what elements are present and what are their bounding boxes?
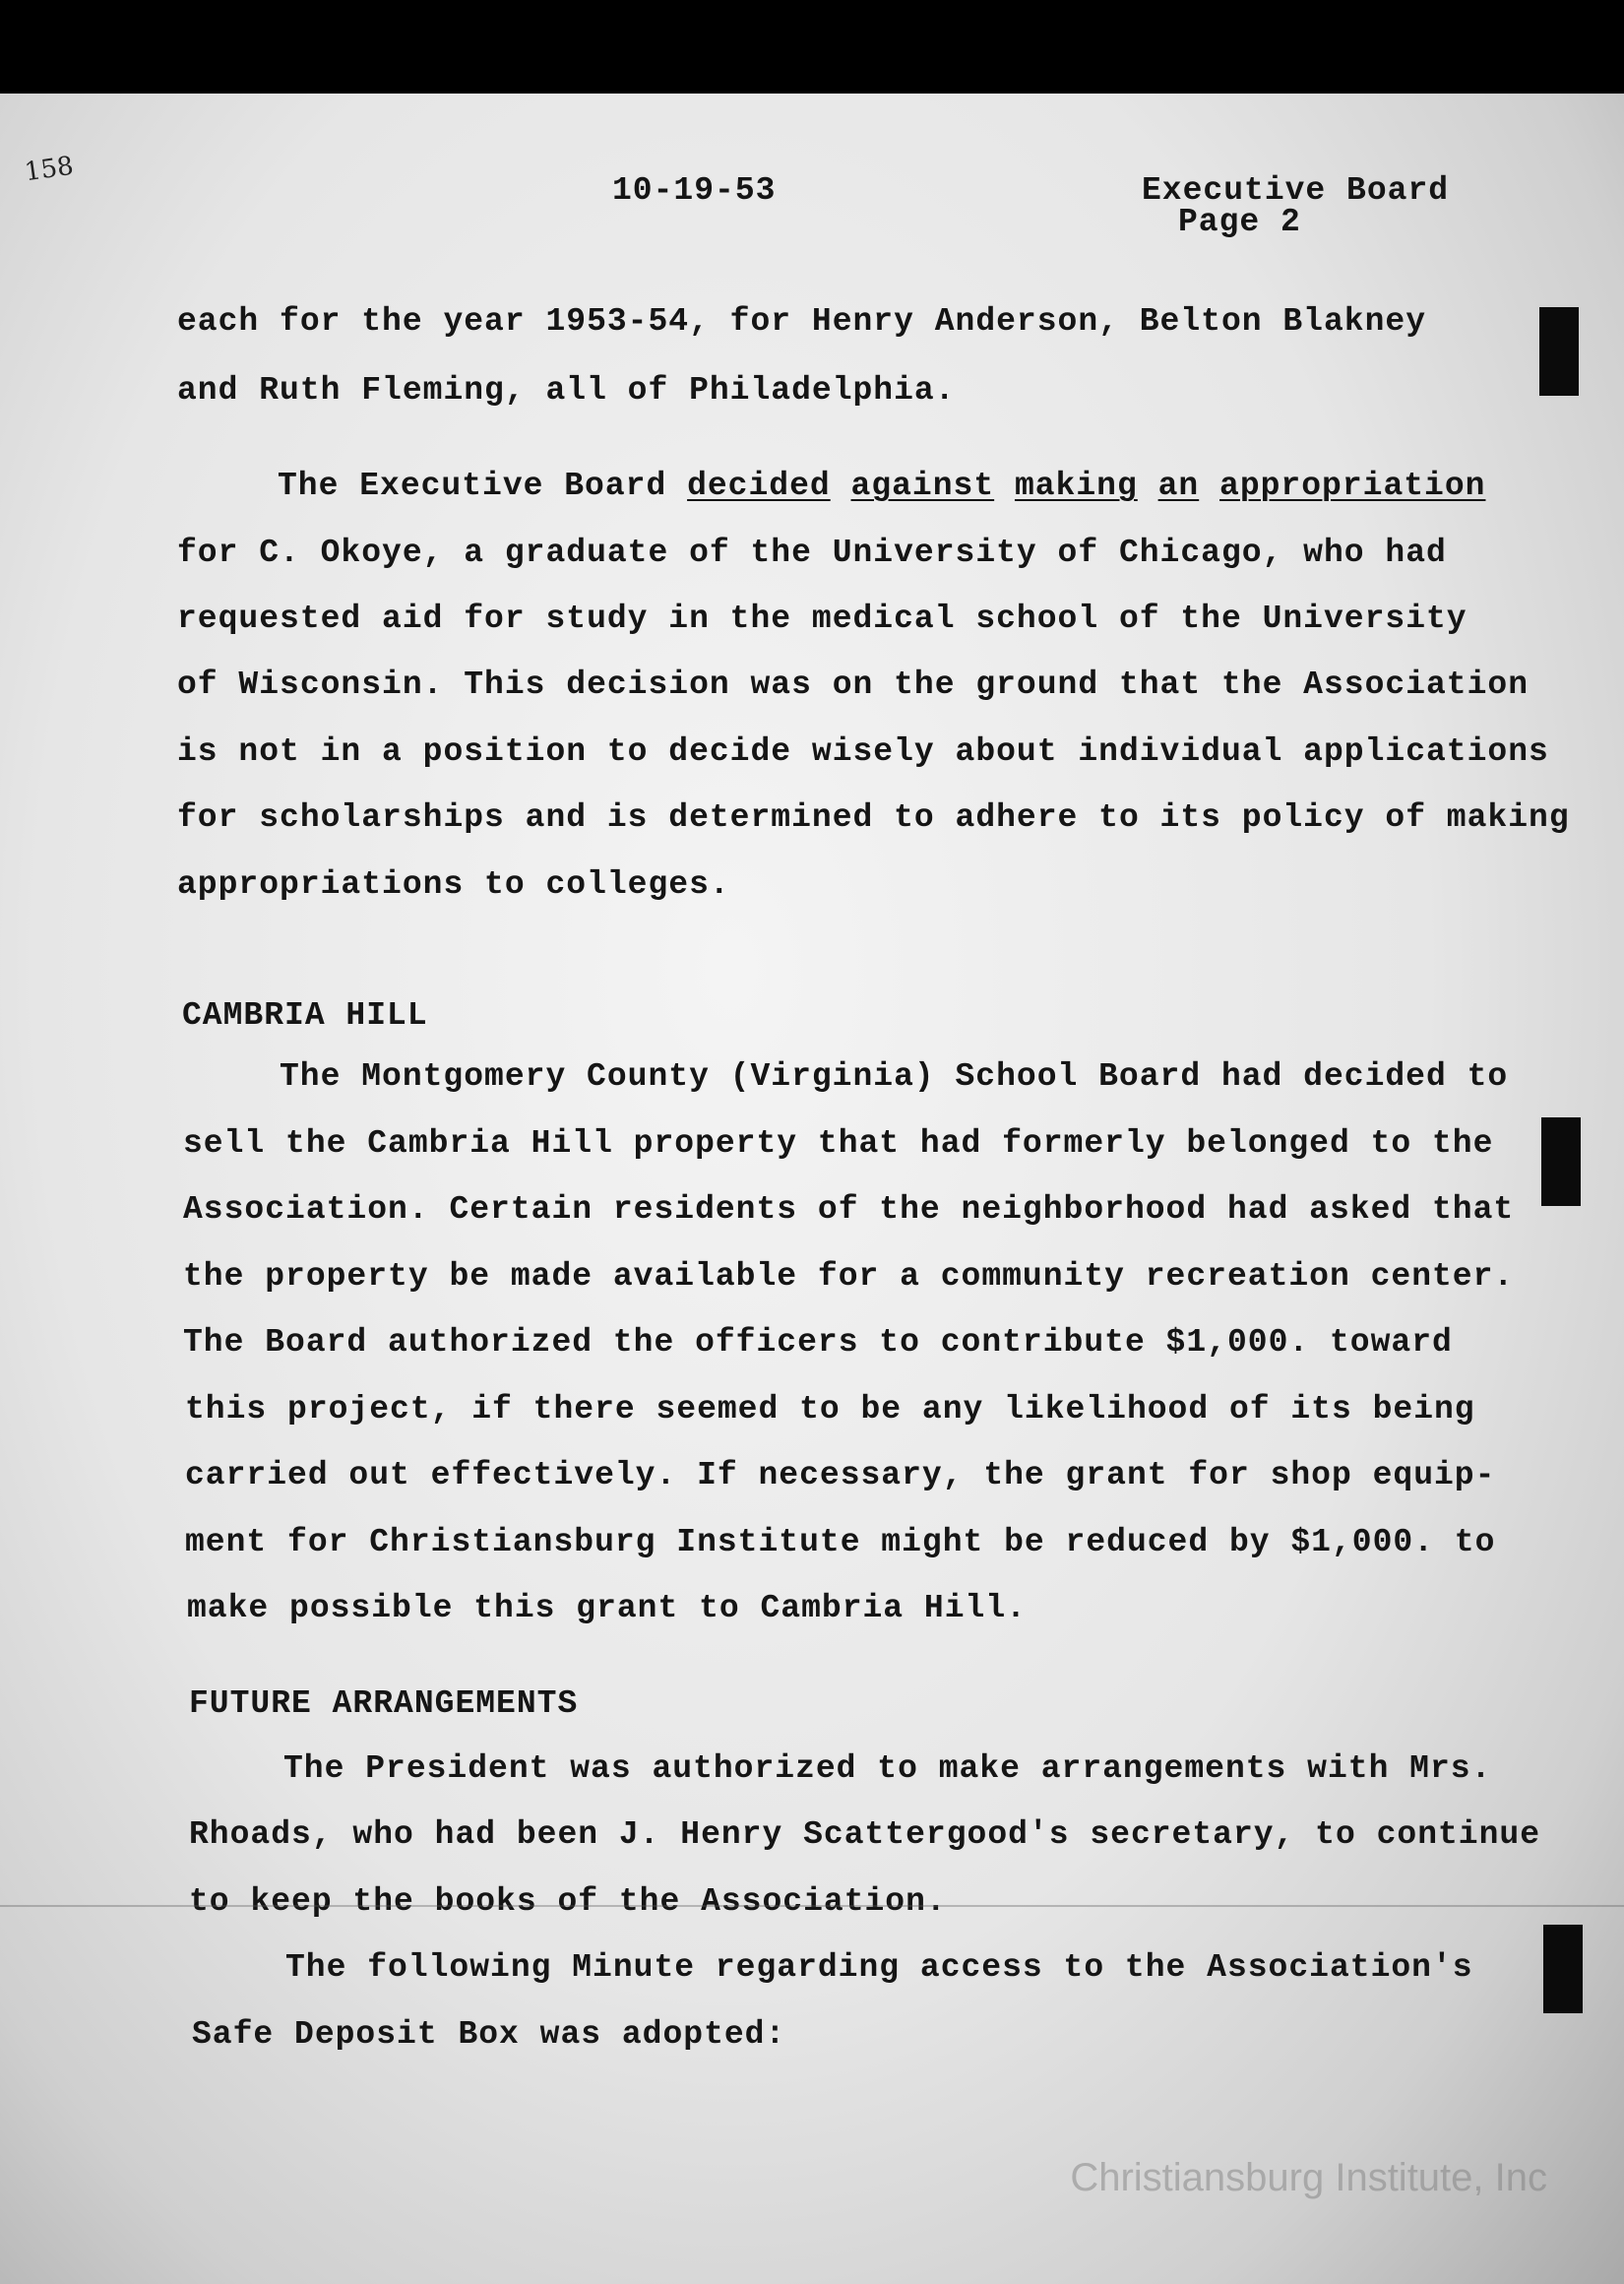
header-page: Page 2	[1178, 204, 1301, 240]
scan-marker	[1539, 307, 1579, 396]
document-page	[0, 94, 1624, 2284]
text-line: sell the Cambria Hill property that had formerly belonged to the	[183, 1125, 1494, 1162]
text-line: Association. Certain residents of the neighborhood had asked that	[183, 1191, 1515, 1228]
header-date: 10-19-53	[612, 172, 777, 209]
section-heading: CAMBRIA HILL	[182, 997, 428, 1034]
text-line: Rhoads, who had been J. Henry Scattergood's secretary, to continue	[189, 1816, 1541, 1853]
text-line: The Montgomery County (Virginia) School Board had decided to	[280, 1058, 1509, 1095]
text-line: Safe Deposit Box was adopted:	[192, 2016, 786, 2053]
watermark: Christiansburg Institute, Inc	[1070, 2156, 1547, 2199]
scan-line	[0, 1905, 1624, 1907]
text-line: for C. Okoye, a graduate of the University of Chicago, who had	[177, 535, 1447, 571]
text-line: each for the year 1953-54, for Henry Anderson, Belton Blakney	[177, 303, 1426, 340]
text-line: ment for Christiansburg Institute might be reduced by $1,000. to	[185, 1524, 1496, 1560]
scan-marker	[1541, 1117, 1581, 1206]
underlined-word: appropriation	[1219, 468, 1486, 504]
text-line: appropriations to colleges.	[177, 866, 730, 903]
text-span: The Executive Board	[278, 468, 667, 504]
text-line: carried out effectively. If necessary, the grant for shop equip-	[185, 1457, 1496, 1493]
text-line: The following Minute regarding access to the Association's	[285, 1949, 1473, 1986]
underlined-word: decided	[687, 468, 831, 504]
section-heading: FUTURE ARRANGEMENTS	[189, 1685, 579, 1722]
underlined-word: making	[1014, 468, 1138, 504]
text-line: the property be made available for a community recreation center.	[183, 1258, 1515, 1295]
underlined-word: an	[1157, 468, 1200, 504]
scan-marker	[1543, 1925, 1583, 2013]
text-line: The President was authorized to make arrangements with Mrs.	[283, 1750, 1492, 1787]
text-line: of Wisconsin. This decision was on the ground that the Association	[177, 666, 1530, 703]
text-line: to keep the books of the Association.	[189, 1883, 947, 1920]
text-line: requested aid for study in the medical school of the University	[177, 601, 1468, 637]
text-line: for scholarships and is determined to adhere to its policy of making	[177, 799, 1570, 836]
header-board: Executive Board	[1142, 172, 1450, 209]
text-line: this project, if there seemed to be any likelihood of its being	[185, 1391, 1475, 1428]
underlined-word: against	[850, 468, 995, 504]
text-line: The Board authorized the officers to contribute $1,000. toward	[183, 1324, 1453, 1361]
text-line: is not in a position to decide wisely about individual applications	[177, 733, 1549, 770]
text-line	[278, 468, 1485, 504]
margin-note: 158	[23, 151, 76, 188]
text-line: make possible this grant to Cambria Hill.	[187, 1590, 1027, 1626]
text-line: and Ruth Fleming, all of Philadelphia.	[177, 372, 956, 409]
